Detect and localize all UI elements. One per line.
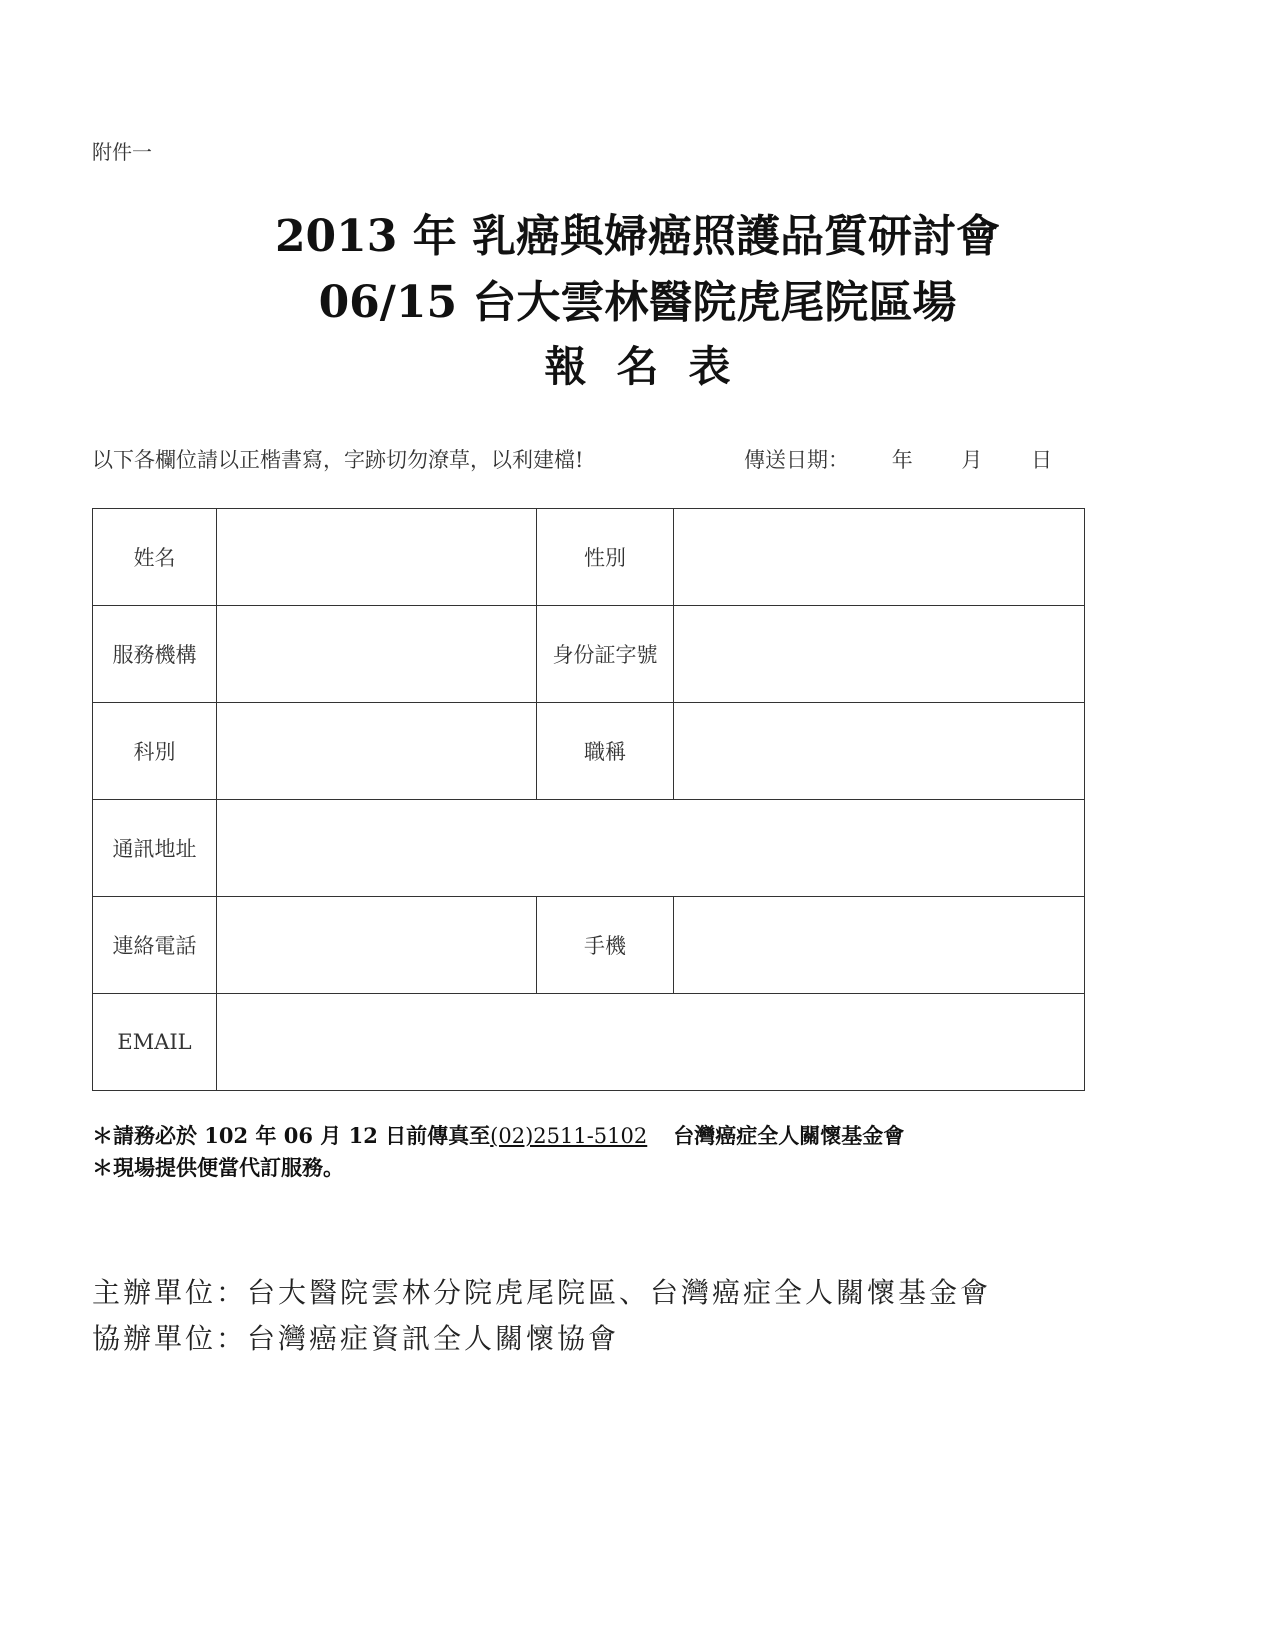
form-row-name — [93, 509, 1085, 606]
date-sent-year: 年 — [891, 448, 913, 472]
gender-label: 性別 — [537, 509, 674, 606]
form-row-organization — [93, 606, 1085, 703]
phone-field[interactable] — [217, 897, 537, 994]
date-sent-day: 日 — [1031, 448, 1053, 472]
notes — [92, 1120, 904, 1184]
event-title: 2013 年 乳癌與婦癌照護品質研討會 — [274, 211, 1001, 262]
deadline-text: ＊請務必於 102 年 06 月 12 日前傳真至 — [92, 1123, 491, 1148]
address-label: 通訊地址 — [93, 800, 217, 897]
form-row-email — [93, 994, 1085, 1091]
name-label: 姓名 — [93, 509, 217, 606]
mobile-field[interactable] — [674, 897, 1085, 994]
fax-recipient: 台灣癌症全人關懷基金會 — [673, 1123, 905, 1148]
job-title-label: 職稱 — [537, 703, 674, 800]
email-label: EMAIL — [93, 994, 217, 1091]
fax-number: (02)2511-5102 — [490, 1124, 648, 1148]
phone-label: 連絡電話 — [93, 897, 217, 994]
form-title: 報名表 — [544, 342, 761, 391]
gender-field[interactable] — [674, 509, 1085, 606]
host-organizer: 主辦單位：台大醫院雲林分院虎尾院區、台灣癌症全人關懷基金會 — [92, 1276, 992, 1309]
email-field[interactable] — [217, 994, 1085, 1091]
address-field[interactable] — [217, 800, 1085, 897]
id-number-label: 身份証字號 — [537, 606, 674, 703]
name-field[interactable] — [217, 509, 537, 606]
deadline-note — [92, 1120, 904, 1152]
instructions: 以下各欄位請以正楷書寫，字跡切勿潦草，以利建檔! — [92, 448, 584, 472]
registration-form — [92, 508, 1085, 1091]
job-title-field[interactable] — [674, 703, 1085, 800]
mobile-label: 手機 — [537, 897, 674, 994]
organization-field[interactable] — [217, 606, 537, 703]
form-row-address — [93, 800, 1085, 897]
department-label: 科別 — [93, 703, 217, 800]
attachment-label: 附件一 — [92, 140, 152, 164]
sponsors — [92, 1270, 991, 1362]
date-sent — [744, 444, 1052, 474]
form-row-phone — [93, 897, 1085, 994]
event-subtitle: 06/15 台大雲林醫院虎尾院區場 — [318, 277, 957, 328]
date-sent-label: 傳送日期： — [744, 448, 849, 472]
form-row-department — [93, 703, 1085, 800]
lunch-note: ＊現場提供便當代訂服務。 — [92, 1155, 344, 1180]
organization-label: 服務機構 — [93, 606, 217, 703]
id-number-field[interactable] — [674, 606, 1085, 703]
date-sent-month: 月 — [961, 448, 983, 472]
co-organizer: 協辦單位：台灣癌症資訊全人關懷協會 — [92, 1322, 620, 1355]
department-field[interactable] — [217, 703, 537, 800]
